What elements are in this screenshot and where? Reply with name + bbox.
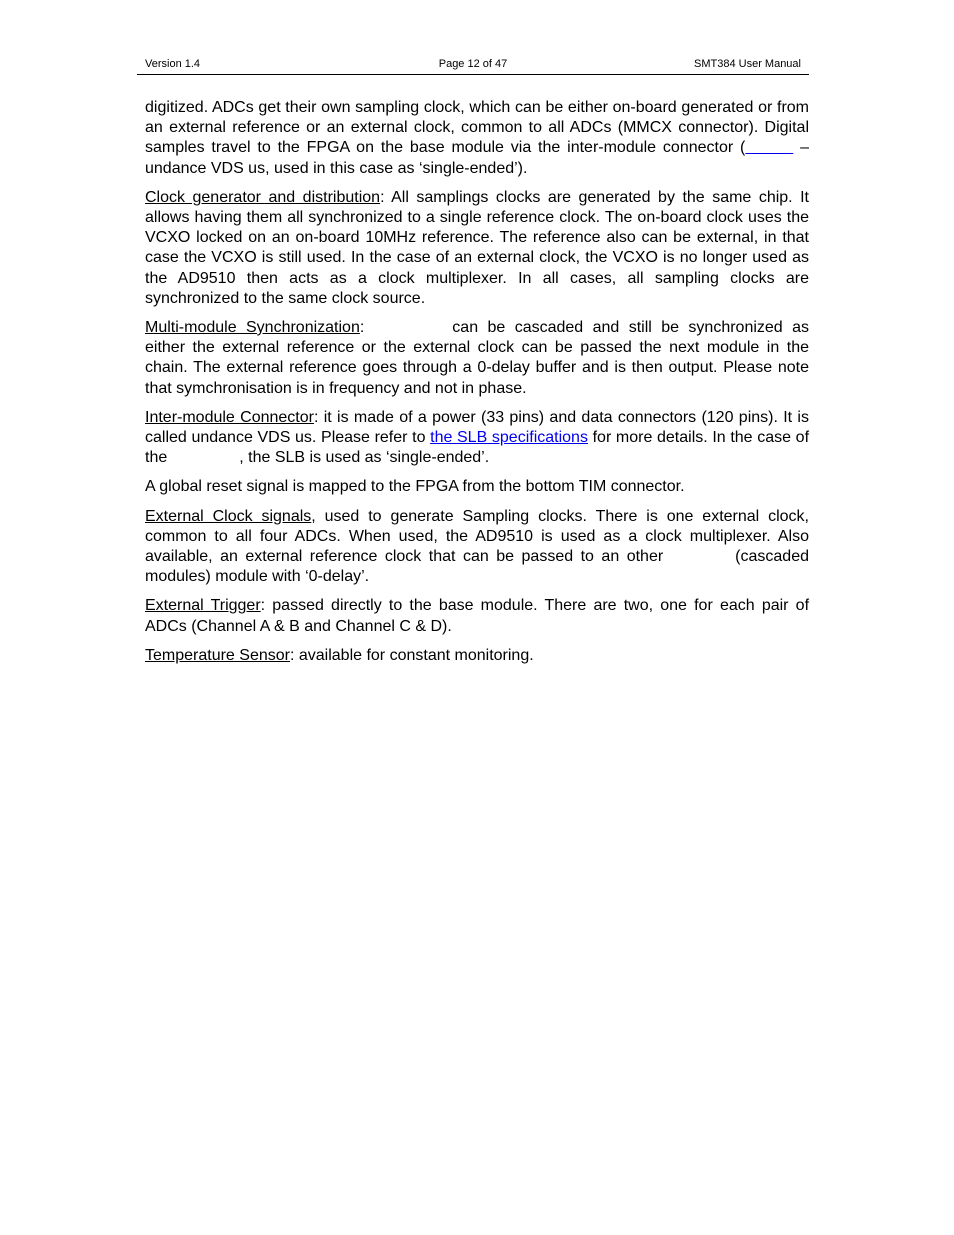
paragraph-text: for more details. In the case of the xyxy=(145,429,810,467)
paragraph-text: : available for constant monitoring. xyxy=(289,646,534,664)
version-label: Version 1.4 xyxy=(145,58,201,70)
paragraph-text: (cascaded modules) module with ‘0-delay’. xyxy=(145,548,809,586)
paragraph-text: : passed directly to the base module. There are two, one for each pair of ADCs (Channel A & B and Channel C & D). xyxy=(145,597,810,635)
page-header xyxy=(137,56,809,75)
section-heading: Clock generator and distribution xyxy=(145,188,381,206)
paragraph-text: , the SLB is used as ‘single-ended’. xyxy=(239,449,490,467)
paragraph-text: digitized. ADCs get their own sampling clock, which can be either on-board generated or from an external reference or an external clock, common to all ADCs (MMCX connector). Digital samples travel to the FPGA on the base module via the inter-module connector ( xyxy=(145,99,809,157)
paragraph-text: : xyxy=(359,319,365,337)
paragraph-global-reset xyxy=(145,477,809,497)
paragraph-external-trigger xyxy=(145,596,809,636)
paragraph-digitized xyxy=(145,98,809,179)
section-heading: Temperature Sensor xyxy=(145,646,290,664)
slb-specifications-link[interactable]: the SLB specifications xyxy=(430,429,588,447)
paragraph-clock-generator xyxy=(145,188,809,309)
page-number: Page 12 of 47 xyxy=(438,58,508,70)
paragraph-text: : it is made of a power (33 pins) and data connectors (120 pins). It is called undance VDS us. Please refer to xyxy=(145,408,809,447)
paragraph-text: can be cascaded and still be synchronized as either the external reference or the external clock can be passed the next module in the chain. The external reference goes through a 0-delay buffer and is then output. Please note that symchronisation is in frequency and not in phase. xyxy=(145,319,809,397)
section-heading: External Clock signals xyxy=(145,507,312,525)
paragraph-temperature-sensor xyxy=(145,646,809,666)
section-heading: Multi-module Synchronization xyxy=(145,319,360,337)
manual-title: SMT384 User Manual xyxy=(694,58,801,70)
blank-link[interactable] xyxy=(745,139,793,156)
document-body xyxy=(145,98,809,675)
paragraph-text: – undance VDS us, used in this case as ‘single-ended’). xyxy=(145,139,810,177)
paragraph-text: , used to generate Sampling clocks. There is one external clock, common to all four ADCs. When used, the AD9510 is used as a clock multiplexer. Also available, an external reference clock that can be passed to an other xyxy=(145,507,810,566)
section-heading: External Trigger xyxy=(145,597,261,615)
paragraph-text: A global reset signal is mapped to the FPGA from the bottom TIM connector. xyxy=(145,478,685,496)
paragraph-external-clock xyxy=(145,507,809,588)
paragraph-text: : All samplings clocks are generated by the same chip. It allows having them all synchronized to a single reference clock. The on-board clock uses the VCXO locked on an on-board 10MHz reference. The reference also can be external, in that case the VCXO is still used. In the case of an external clock, the VCXO is no longer used as the AD9510 then acts as a clock multiplexer. In all cases, all sampling clocks are synchronized to the same clock source. xyxy=(145,188,810,307)
section-heading: Inter-module Connector xyxy=(145,408,314,426)
paragraph-multi-module-sync xyxy=(145,318,809,399)
paragraph-inter-module-connector xyxy=(145,408,809,469)
